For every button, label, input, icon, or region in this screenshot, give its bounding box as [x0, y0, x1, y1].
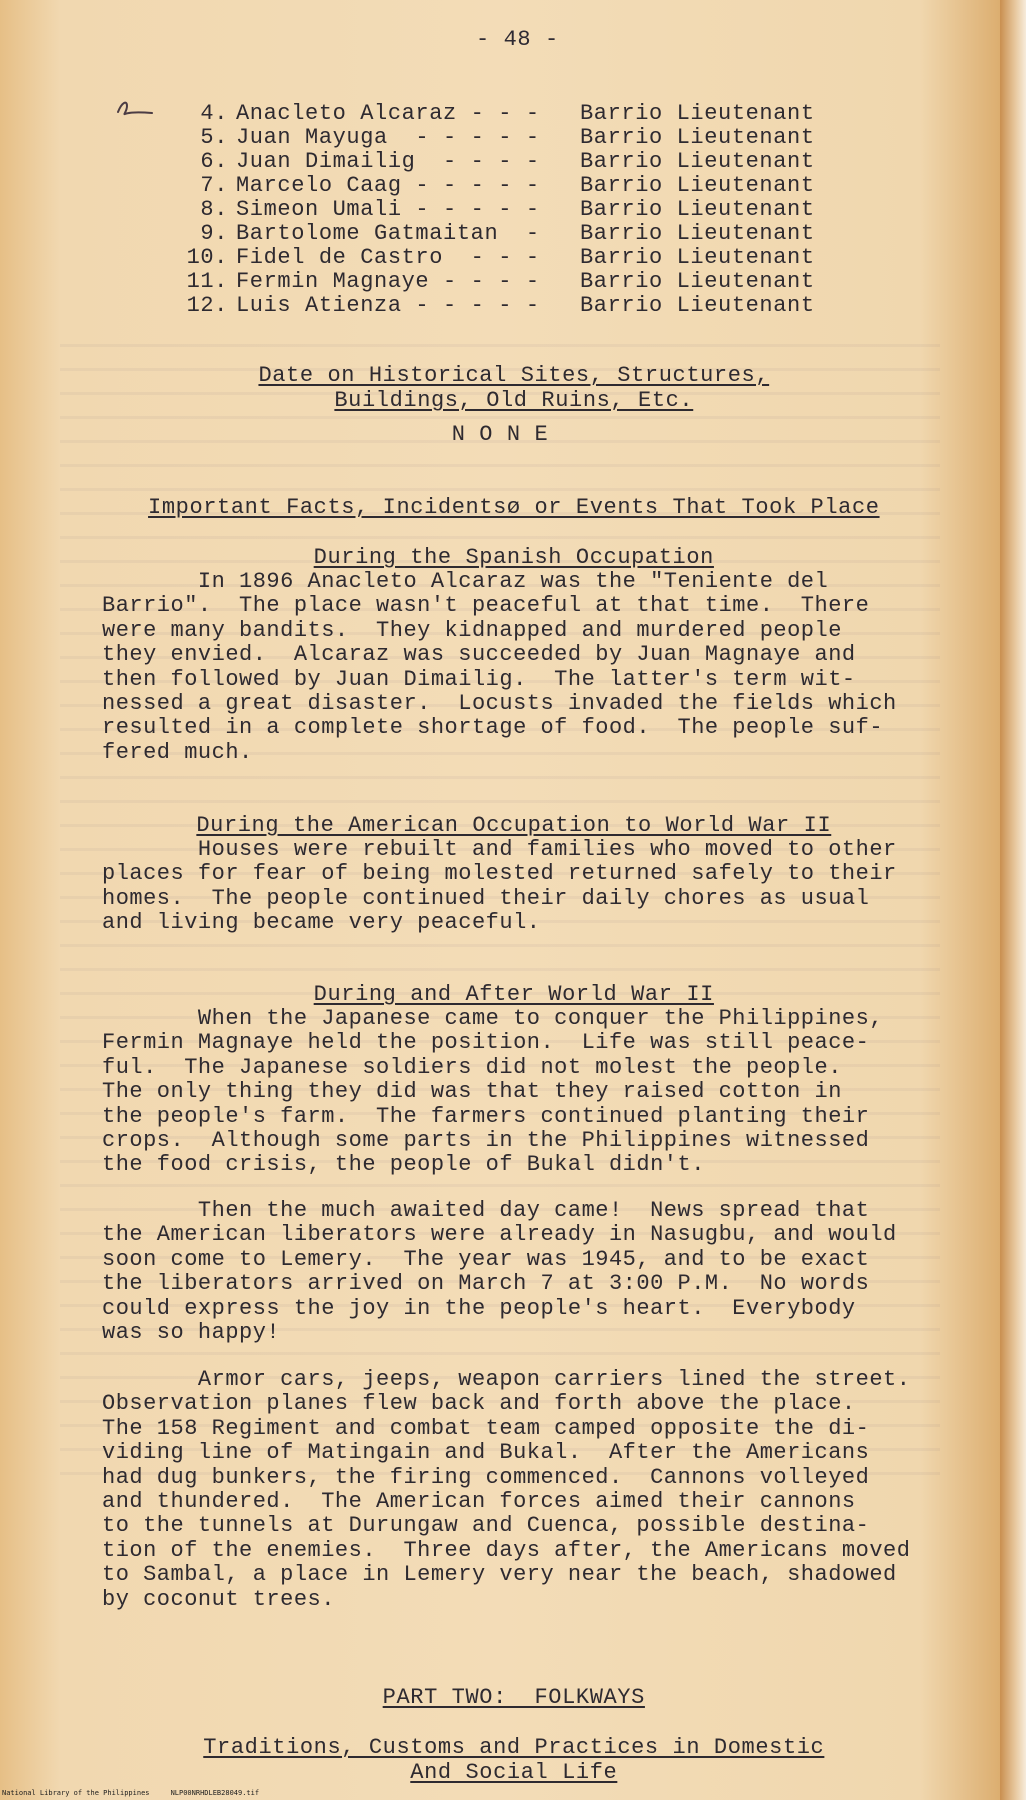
spanish-occupation-paragraph: [102, 570, 962, 765]
important-facts-heading: [0, 470, 1000, 520]
important-facts-heading-text: Important Facts, Incidentsø or Events That Took Place: [148, 495, 880, 520]
part-two-heading: [0, 1660, 1000, 1710]
paragraph-line: Barrio". The place wasn't peaceful at that time. There: [102, 593, 870, 619]
official-title: Barrio Lieutenant: [580, 149, 815, 174]
paragraph-line: then followed by Juan Dimailig. The latter's term wit-: [102, 666, 856, 692]
official-row: [180, 198, 840, 222]
paragraph-line: Observation planes flew back and forth above the place.: [102, 1391, 856, 1417]
paragraph-line: could express the joy in the people's heart. Everybody: [102, 1295, 856, 1321]
paragraph-line: homes. The people continued their daily chores as usual: [102, 885, 870, 911]
wwii-heading-text: During and After World War II: [313, 982, 714, 1007]
official-title: Barrio Lieutenant: [580, 101, 815, 126]
paragraph-line: was so happy!: [102, 1320, 281, 1346]
spanish-occupation-heading: [0, 520, 1000, 570]
official-title: Barrio Lieutenant: [580, 269, 815, 294]
official-title: Barrio Lieutenant: [580, 125, 815, 150]
official-name: Marcelo Caag - - - - -: [236, 173, 540, 198]
historical-heading-line1: Date on Historical Sites, Structures,: [258, 363, 770, 388]
official-number: 6.: [200, 149, 228, 174]
official-name: Juan Dimailig - - - -: [236, 149, 540, 174]
official-number: 7.: [200, 173, 228, 198]
paragraph-line: they envied. Alcaraz was succeeded by Juan Magnaye and: [102, 642, 856, 668]
paragraph-line: were many bandits. They kidnapped and murdered people: [102, 617, 842, 643]
official-number: 10.: [186, 245, 228, 270]
official-number: 4.: [200, 101, 228, 126]
page-edge-shadow: [1000, 0, 1026, 1800]
paragraph-line: crops. Although some parts in the Philippines witnessed: [102, 1128, 870, 1154]
paragraph-line: resulted in a complete shortage of food. The people suf-: [102, 715, 884, 741]
official-title: Barrio Lieutenant: [580, 221, 815, 246]
official-title: Barrio Lieutenant: [580, 173, 815, 198]
paragraph-line: viding line of Matingain and Bukal. After the Americans: [102, 1440, 870, 1466]
official-title: Barrio Lieutenant: [580, 197, 815, 222]
official-title: Barrio Lieutenant: [580, 245, 815, 270]
wwii-paragraph-1: [102, 1007, 962, 1178]
barrio-officials-list: [180, 102, 840, 318]
american-occupation-heading-text: During the American Occupation to World War II: [196, 813, 832, 838]
official-name: Fermin Magnaye - - - -: [236, 269, 540, 294]
paragraph-line: and living became very peaceful.: [102, 910, 541, 936]
official-title: Barrio Lieutenant: [580, 293, 815, 318]
paragraph-line: Fermin Magnaye held the position. Life was still peace-: [102, 1030, 870, 1056]
paragraph-line: had dug bunkers, the firing commenced. Cannons volleyed: [102, 1464, 870, 1490]
none-text: N O N E: [451, 422, 549, 447]
paragraph-line: the American liberators were already in Nasugbu, and would: [102, 1222, 897, 1248]
paragraph-line: the food crisis, the people of Bukal didn't.: [102, 1152, 705, 1178]
paragraph-line: by coconut trees.: [102, 1586, 335, 1612]
official-row: [180, 126, 840, 150]
official-name: Juan Mayuga - - - - -: [236, 125, 540, 150]
historical-sites-heading-2: [0, 363, 1000, 413]
paragraph-line: to the tunnels at Durungaw and Cuenca, possible destina-: [102, 1513, 870, 1539]
paragraph-line: the people's farm. The farmers continued planting their: [102, 1103, 870, 1129]
paragraph-line: Armor cars, jeeps, weapon carriers lined the street.: [102, 1367, 911, 1392]
paragraph-line: When the Japanese came to conquer the Philippines,: [102, 1006, 884, 1031]
official-name: Fidel de Castro - - -: [236, 245, 540, 270]
official-number: 11.: [186, 269, 228, 294]
paragraph-line: ful. The Japanese soldiers did not molest the people.: [102, 1054, 842, 1080]
traditions-heading-2: [0, 1735, 1000, 1785]
official-row: [180, 270, 840, 294]
spanish-occupation-heading-text: During the Spanish Occupation: [313, 545, 714, 570]
wwii-paragraph-2: [102, 1199, 962, 1345]
official-row: [180, 246, 840, 270]
paragraph-line: fered much.: [102, 739, 253, 765]
american-occupation-paragraph: [102, 838, 962, 936]
handwritten-check-mark: [116, 98, 154, 118]
paragraph-line: soon come to Lemery. The year was 1945, and to be exact: [102, 1246, 870, 1272]
archive-footer: National Library of the Philippines NLP00NRHDLEB28049.tif: [2, 1789, 260, 1797]
paragraph-line: the liberators arrived on March 7 at 3:00 P.M. No words: [102, 1271, 870, 1297]
page-number: - 48 -: [476, 27, 559, 52]
paragraph-line: The 158 Regiment and combat team camped opposite the di-: [102, 1415, 870, 1441]
official-name: Bartolome Gatmaitan -: [236, 221, 540, 246]
official-row: [180, 174, 840, 198]
paragraph-line: The only thing they did was that they raised cotton in: [102, 1079, 842, 1105]
official-row: [180, 222, 840, 246]
official-number: 8.: [200, 197, 228, 222]
official-number: 12.: [186, 293, 228, 318]
official-number: 5.: [200, 125, 228, 150]
historical-heading-line2: Buildings, Old Ruins, Etc.: [334, 388, 694, 413]
wwii-paragraph-3: [102, 1368, 962, 1612]
traditions-heading-line2: And Social Life: [410, 1760, 618, 1785]
paragraph-line: tion of the enemies. Three days after, the Americans moved: [102, 1537, 911, 1563]
part-two-heading-text: PART TWO: FOLKWAYS: [382, 1685, 645, 1710]
official-row: [180, 294, 840, 318]
traditions-heading-line1: Traditions, Customs and Practices in Domestic: [203, 1735, 825, 1760]
paragraph-line: places for fear of being molested returned safely to their: [102, 861, 897, 887]
paragraph-line: to Sambal, a place in Lemery very near the beach, shadowed: [102, 1562, 897, 1588]
official-row: [180, 102, 840, 126]
american-occupation-heading: [0, 788, 1000, 838]
official-name: Simeon Umali - - - - -: [236, 197, 540, 222]
official-name: Anacleto Alcaraz - - -: [236, 101, 540, 126]
official-number: 9.: [200, 221, 228, 246]
paragraph-line: In 1896 Anacleto Alcaraz was the "Teniente del: [102, 569, 829, 594]
official-name: Luis Atienza - - - - -: [236, 293, 540, 318]
wwii-heading: [0, 957, 1000, 1007]
paragraph-line: Then the much awaited day came! News spread that: [102, 1198, 870, 1223]
paragraph-line: and thundered. The American forces aimed their cannons: [102, 1489, 856, 1515]
official-row: [180, 150, 840, 174]
paragraph-line: nessed a great disaster. Locusts invaded the fields which: [102, 691, 897, 717]
paragraph-line: Houses were rebuilt and families who moved to other: [102, 837, 897, 862]
